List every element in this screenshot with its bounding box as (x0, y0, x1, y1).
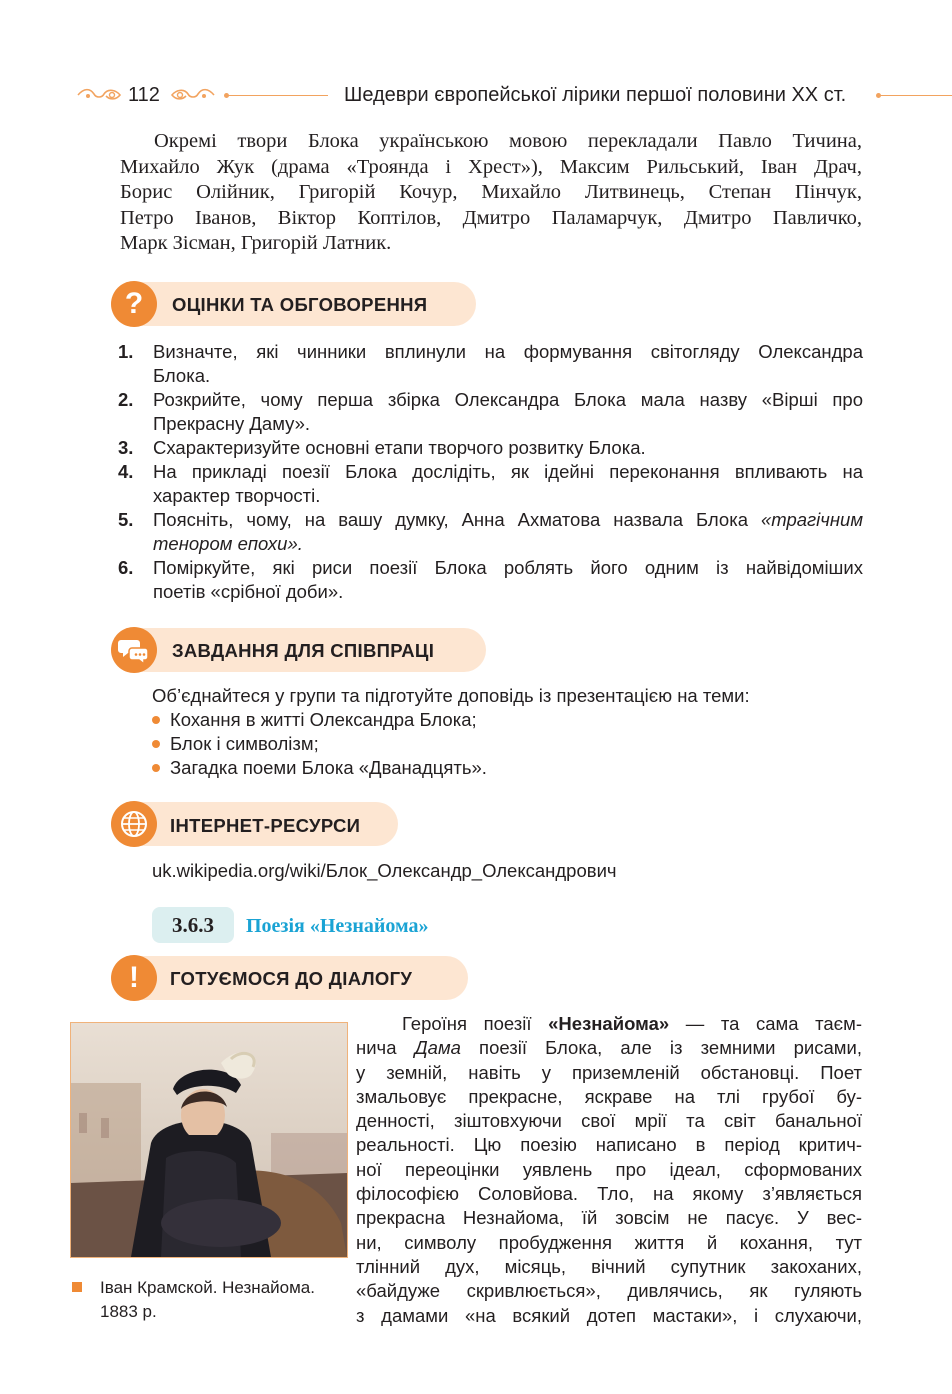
text-part: нича (356, 1037, 415, 1059)
list-item (118, 340, 863, 388)
item-text: Схарактеризуйте основні етапи творчого розвитку Блока. (153, 437, 646, 458)
paragraph-line: філософією Соловйова. Тло, на якому з’являється (356, 1183, 862, 1205)
subsection-title: Поезія «Незнайома» (246, 915, 429, 937)
item-text: поетів «срібної доби». (153, 581, 344, 602)
item-text: Блока. (153, 365, 211, 386)
list-item (118, 436, 863, 460)
item-number: 6. (118, 557, 134, 578)
paragraph-line: тлінний дух, місяць, вічний супутник закоханих, (356, 1255, 862, 1277)
topic-item (152, 756, 487, 780)
topic-text: Загадка поеми Блока «Дванадцять». (170, 757, 487, 778)
section-title: ЗАВДАННЯ ДЛЯ СПІВПРАЦІ (172, 640, 435, 661)
caption-line: Іван Крамской. Незнайома. (100, 1278, 315, 1297)
item-text-part: Поясніть, чому, на вашу думку, Анна Ахматова назвала Блока (153, 509, 748, 530)
caption-marker (72, 1282, 82, 1292)
paragraph-line: ної переоцінки уявлень про ідеал, сформованих (356, 1158, 862, 1180)
intro-paragraph (120, 129, 862, 257)
paragraph-line: Петро Іванов, Віктор Коптілов, Дмитро Паламарчук, Дмитро Павличко, (120, 206, 862, 229)
paragraph-line: Борис Олійник, Григорій Кочур, Михайло Литвинець, Степан Пінчук, (120, 181, 862, 203)
list-item (118, 388, 863, 436)
list-item (118, 556, 863, 604)
poem-title: «Незнайома» (548, 1013, 670, 1034)
resource-link[interactable]: uk.wikipedia.org/wiki/Блок_Олександр_Олександрович (152, 860, 617, 881)
text-part: — та сама таєм- (669, 1013, 862, 1034)
topic-item (152, 732, 319, 756)
ornament-left-icon (76, 86, 122, 104)
running-title: Шедеври європейської лірики першої половини XX ст. (344, 84, 847, 106)
page-number: 112 (128, 84, 160, 106)
text-part: Героїня поезії (402, 1013, 549, 1034)
item-number: 2. (118, 389, 134, 410)
paragraph-line: Окремі твори Блока українською мовою перекладали Павло Тичина, (154, 130, 862, 152)
globe-icon (111, 801, 157, 847)
paragraph-line: змальовує прекрасне, яскраве на тлі грубої бу- (356, 1085, 862, 1107)
paragraph-line: з дамами «на всякий дотеп мастаки», і слухаючи, (356, 1304, 862, 1326)
item-text-italic: тенором епохи». (153, 533, 303, 554)
paragraph-line: Михайло Жук (драма «Троянда і Хрест»), Максим Рильський, Іван Драч, (120, 155, 862, 178)
topic-text: Кохання в житті Олександра Блока; (170, 709, 477, 730)
chat-bubbles-icon (111, 627, 157, 673)
section-title: ОЦІНКИ ТА ОБГОВОРЕННЯ (172, 294, 428, 315)
body-paragraph (356, 1012, 862, 1328)
figure-caption (100, 1276, 315, 1324)
section-title: ІНТЕРНЕТ-РЕСУРСИ (170, 815, 361, 836)
text-part: поезії Блока, але із земними рисами, (460, 1037, 862, 1059)
item-text: На прикладі поезії Блока дослідіть, як ідейні переконання впливають на (153, 461, 863, 482)
question-mark-icon: ? (111, 281, 157, 327)
paragraph-line: денності, зіштовхуючи свої мрії та світ банальної (356, 1110, 862, 1132)
header-rule (228, 95, 328, 96)
subsection-number: 3.6.3 (152, 907, 234, 943)
section-title: ГОТУЄМОСЯ ДО ДІАЛОГУ (170, 968, 413, 989)
item-number: 3. (118, 437, 134, 458)
painting-image (70, 1022, 348, 1258)
paragraph-line: «байдуже скривлюється», дивлячись, як гуляють (356, 1280, 862, 1302)
paragraph-line: прекрасна Незнайома, їй зовсім не пасує. У вес- (356, 1207, 862, 1229)
item-text: Поміркуйте, які риси поезії Блока роблять його одним із найвідоміших (153, 557, 863, 578)
topic-text: Блок і символізм; (170, 733, 319, 754)
paragraph-line: Марк Зісман, Григорій Латник. (120, 232, 392, 254)
item-text: Визначте, які чинники вплинули на формування світогляду Олександра (153, 341, 863, 362)
header-rule (880, 95, 952, 96)
item-text-italic: «трагічним (760, 509, 863, 530)
paragraph-line: у земній, навіть у приземленій обстановці. Поет (356, 1061, 862, 1083)
paragraph-line (356, 1036, 862, 1060)
item-text: Розкрийте, чому перша збірка Олександра Блока мала назву «Вірші про (153, 389, 863, 410)
paragraph-line: ни, символу пробудження життя й кохання, тут (356, 1231, 862, 1253)
item-text: Прекрасну Даму». (153, 413, 311, 434)
paragraph-line: реальності. Цю поезію написано в період критич- (356, 1134, 862, 1156)
italic-word: Дама (414, 1037, 461, 1059)
item-text (153, 508, 863, 532)
ornament-right-icon (170, 86, 216, 104)
exclamation-icon: ! (111, 955, 157, 1001)
item-number: 5. (118, 509, 134, 530)
item-text: характер творчості. (153, 485, 321, 506)
list-item (118, 460, 863, 508)
item-number: 4. (118, 461, 134, 482)
list-item (118, 508, 863, 556)
caption-line: 1883 р. (100, 1302, 157, 1321)
topic-item (152, 708, 477, 732)
cooperation-intro: Об’єднайтеся у групи та підготуйте доповідь із презентацією на теми: (152, 685, 750, 706)
paragraph-line (356, 1012, 862, 1036)
item-number: 1. (118, 341, 134, 362)
